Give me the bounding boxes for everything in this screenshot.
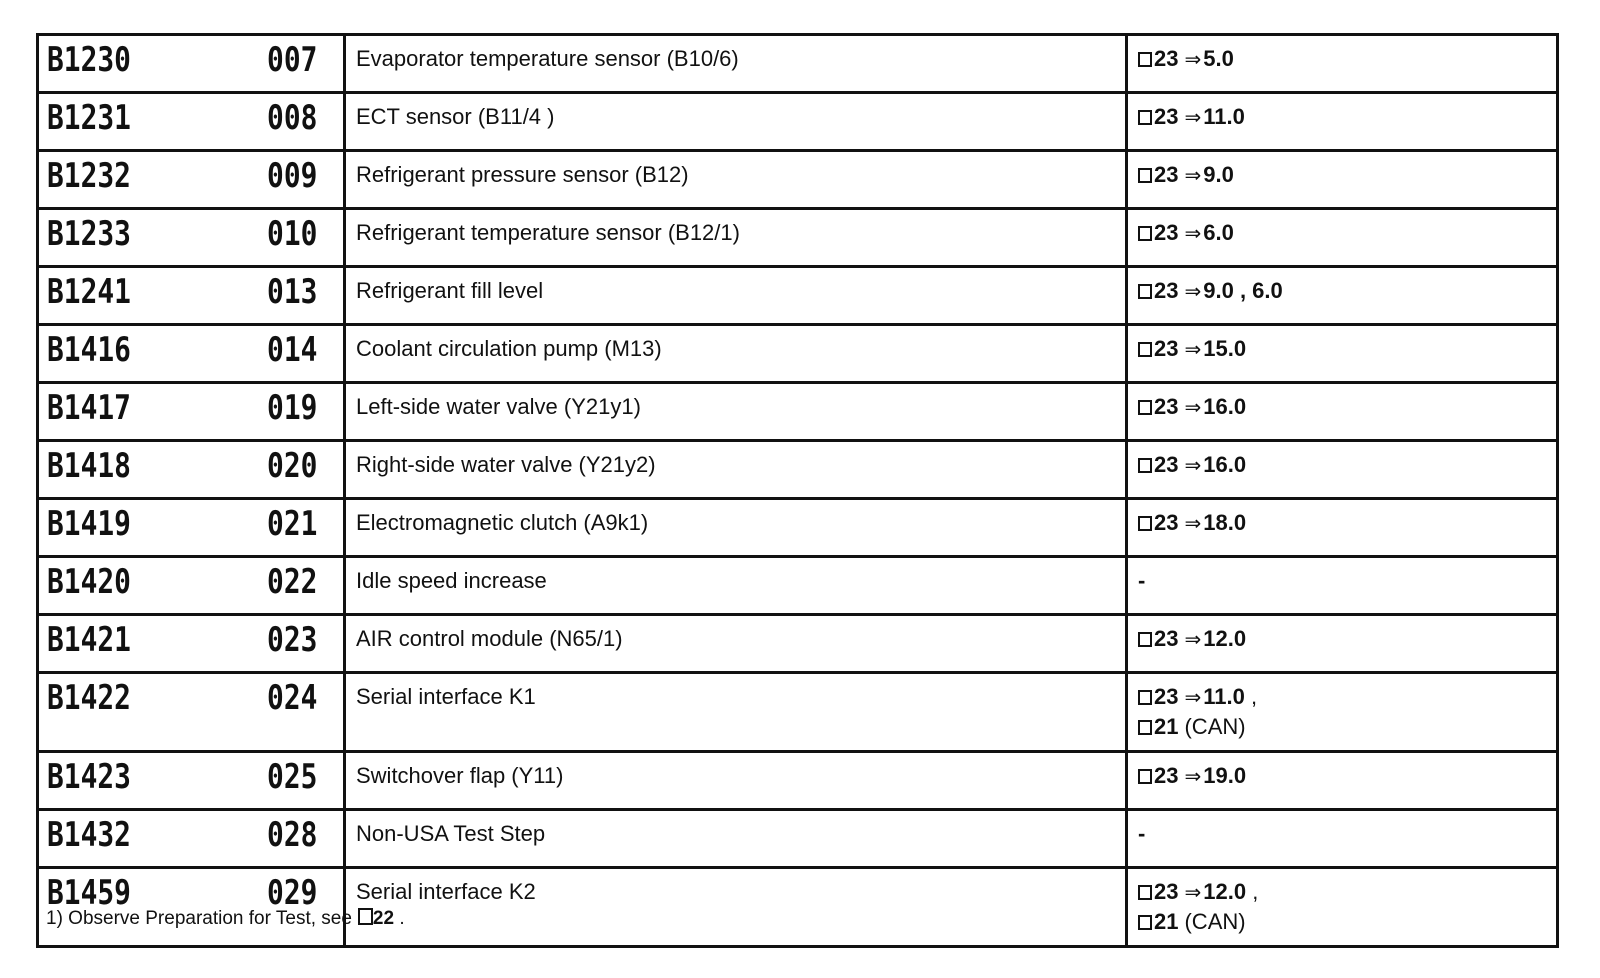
page-ref-icon [1138,632,1152,647]
table-row [38,209,1558,267]
page-reference[interactable] [1138,712,1556,741]
reference-page: 21 [1154,909,1179,934]
blink-code: 009 [266,156,317,196]
reference-note: (CAN) [1184,909,1246,934]
footnote-page: 22 [372,908,395,929]
blink-code: 025 [266,757,317,797]
page-reference[interactable] [1138,450,1556,480]
component-description: Refrigerant pressure sensor (B12) [345,151,1127,209]
table-row [38,383,1558,441]
code-cell [38,325,345,383]
component-description: Idle speed increase [345,557,1127,615]
reference-page: 23 [1154,763,1179,788]
reference-page: 23 [1154,278,1179,303]
reference-step: 6.0 [1203,220,1234,245]
dtc-code: B1417 [47,388,131,428]
test-reference-cell [1127,209,1558,267]
arrow-right-icon: ⇒ [1184,627,1202,651]
page-ref-icon [1138,915,1152,930]
blink-code: 022 [266,562,317,602]
dtc-code: B1233 [47,214,131,254]
table-row [38,615,1558,673]
page-reference[interactable] [1138,907,1556,936]
dtc-code: B1231 [47,98,131,138]
page-reference[interactable] [1138,218,1556,248]
blink-code: 013 [266,272,317,312]
reference-page: 23 [1154,684,1179,709]
page-reference[interactable] [1138,682,1556,712]
page-reference[interactable] [1138,392,1556,422]
fault-code-table-body [38,35,1558,947]
arrow-right-icon: ⇒ [1184,47,1202,71]
code-cell [38,752,345,810]
arrow-right-icon: ⇒ [1184,395,1202,419]
arrow-right-icon: ⇒ [1184,453,1202,477]
reference-page: 23 [1154,336,1179,361]
component-description: Electromagnetic clutch (A9k1) [345,499,1127,557]
component-description: Serial interface K2 [345,868,1127,947]
code-cell [38,93,345,151]
test-reference-cell [1127,868,1558,947]
table-row [38,35,1558,93]
reference-step: 11.0 [1203,684,1245,709]
component-description: Left-side water valve (Y21y1) [345,383,1127,441]
dtc-code: B1432 [47,815,131,855]
component-description: Evaporator temperature sensor (B10/6) [345,35,1127,93]
reference-page: 23 [1154,220,1179,245]
component-description: Coolant circulation pump (M13) [345,325,1127,383]
reference-step: 16.0 [1203,394,1247,419]
page-reference[interactable] [1138,508,1556,538]
page-ref-icon [1138,769,1152,784]
arrow-right-icon: ⇒ [1184,337,1202,361]
page-reference[interactable] [1138,761,1556,791]
reference-page: 23 [1154,46,1179,71]
reference-step: 12.0 [1203,879,1247,904]
test-reference-cell [1127,499,1558,557]
code-cell [38,267,345,325]
table-row [38,752,1558,810]
test-reference-cell [1127,151,1558,209]
test-reference-cell [1127,441,1558,499]
page-reference[interactable] [1138,624,1556,654]
table-row [38,499,1558,557]
table-row [38,441,1558,499]
code-cell [38,209,345,267]
page-reference[interactable] [1138,160,1556,190]
code-cell [38,441,345,499]
blink-code: 019 [266,388,317,428]
reference-separator: , [1246,879,1259,904]
dtc-code: B1423 [47,757,131,797]
footnote-text: 1) Observe Preparation for Test, see [46,908,352,929]
blink-code: 008 [266,98,317,138]
reference-page: 23 [1154,162,1179,187]
document-page [36,33,1559,948]
reference-page: 23 [1154,394,1179,419]
dtc-code: B1416 [47,330,131,370]
arrow-right-icon: ⇒ [1184,221,1202,245]
reference-step: 18.0 [1203,510,1247,535]
component-description: Switchover flap (Y11) [345,752,1127,810]
footnote-end: . [399,908,405,929]
arrow-right-icon: ⇒ [1184,764,1202,788]
blink-code: 023 [266,620,317,660]
page-ref-icon [1138,52,1152,67]
arrow-right-icon: ⇒ [1184,163,1202,187]
test-reference-cell [1127,93,1558,151]
page-ref-icon [1138,226,1152,241]
page-ref-icon [1138,284,1152,299]
reference-step: 16.0 [1203,452,1247,477]
reference-step: 9.0 [1203,162,1234,187]
page-ref-icon [1138,690,1152,705]
table-row [38,673,1558,752]
dtc-code: B1422 [47,678,131,718]
code-cell [38,383,345,441]
blink-code: 007 [266,40,317,80]
dtc-code: B1232 [47,156,131,196]
test-reference-cell [1127,267,1558,325]
code-cell [38,35,345,93]
reference-page: 23 [1154,452,1179,477]
reference-step: 12.0 [1203,626,1247,651]
table-row [38,325,1558,383]
code-cell [38,810,345,868]
reference-page: 23 [1154,879,1179,904]
page-ref-icon [1138,516,1152,531]
component-description: Refrigerant temperature sensor (B12/1) [345,209,1127,267]
test-reference-cell [1127,752,1558,810]
code-cell [38,499,345,557]
page-reference[interactable] [1138,334,1556,364]
table-row [38,151,1558,209]
blink-code: 021 [266,504,317,544]
reference-page: 23 [1154,104,1179,129]
blink-code: 020 [266,446,317,486]
page-ref-icon [1138,342,1152,357]
arrow-right-icon: ⇒ [1184,279,1202,303]
page-reference[interactable] [1138,44,1556,74]
component-description: ECT sensor (B11/4 ) [345,93,1127,151]
arrow-right-icon: ⇒ [1184,105,1202,129]
blink-code: 010 [266,214,317,254]
component-description: Refrigerant fill level [345,267,1127,325]
page-ref-icon [1138,885,1152,900]
dtc-code: B1418 [47,446,131,486]
blink-code: 028 [266,815,317,855]
dtc-code: B1420 [47,562,131,602]
dtc-code: B1421 [47,620,131,660]
test-reference-cell [1127,673,1558,752]
footnote [46,906,405,932]
reference-step: 9.0 , 6.0 [1203,278,1283,303]
test-reference-cell [1127,810,1558,868]
code-cell [38,615,345,673]
reference-page: 23 [1154,510,1179,535]
fault-code-table [36,33,1559,948]
dtc-code: B1459 [47,873,131,913]
test-reference-cell [1127,615,1558,673]
reference-page: 21 [1154,714,1179,739]
page-ref-icon [358,908,373,925]
dtc-code: B1241 [47,272,131,312]
component-description: Right-side water valve (Y21y2) [345,441,1127,499]
page-ref-icon [1138,720,1152,735]
page-reference[interactable] [1138,276,1556,306]
test-reference-cell [1127,35,1558,93]
page-reference[interactable] [1138,877,1556,907]
page-ref-icon [1138,168,1152,183]
reference-step: 19.0 [1203,763,1247,788]
reference-page: 23 [1154,626,1179,651]
component-description: AIR control module (N65/1) [345,615,1127,673]
test-reference-cell [1127,383,1558,441]
reference-separator: , [1244,684,1258,709]
reference-note: (CAN) [1184,714,1246,739]
reference-step: 11.0 [1203,104,1245,129]
page-ref-icon [1138,400,1152,415]
no-reference: - [1138,821,1146,846]
dtc-code: B1419 [47,504,131,544]
blink-code: 029 [266,873,317,913]
blink-code: 014 [266,330,317,370]
table-row [38,267,1558,325]
page-ref-icon [1138,458,1152,473]
page-reference[interactable] [1138,102,1556,132]
reference-step: 15.0 [1203,336,1247,361]
component-description: Non-USA Test Step [345,810,1127,868]
blink-code: 024 [266,678,317,718]
arrow-right-icon: ⇒ [1184,511,1202,535]
test-reference-cell [1127,557,1558,615]
no-reference: - [1138,568,1146,593]
test-reference-cell [1127,325,1558,383]
arrow-right-icon: ⇒ [1184,880,1202,904]
table-row [38,93,1558,151]
arrow-right-icon: ⇒ [1184,685,1202,709]
reference-step: 5.0 [1203,46,1234,71]
table-row [38,557,1558,615]
dtc-code: B1230 [47,40,131,80]
page-ref-icon [1138,110,1152,125]
component-description: Serial interface K1 [345,673,1127,752]
table-row [38,810,1558,868]
code-cell [38,151,345,209]
code-cell [38,673,345,752]
code-cell [38,557,345,615]
